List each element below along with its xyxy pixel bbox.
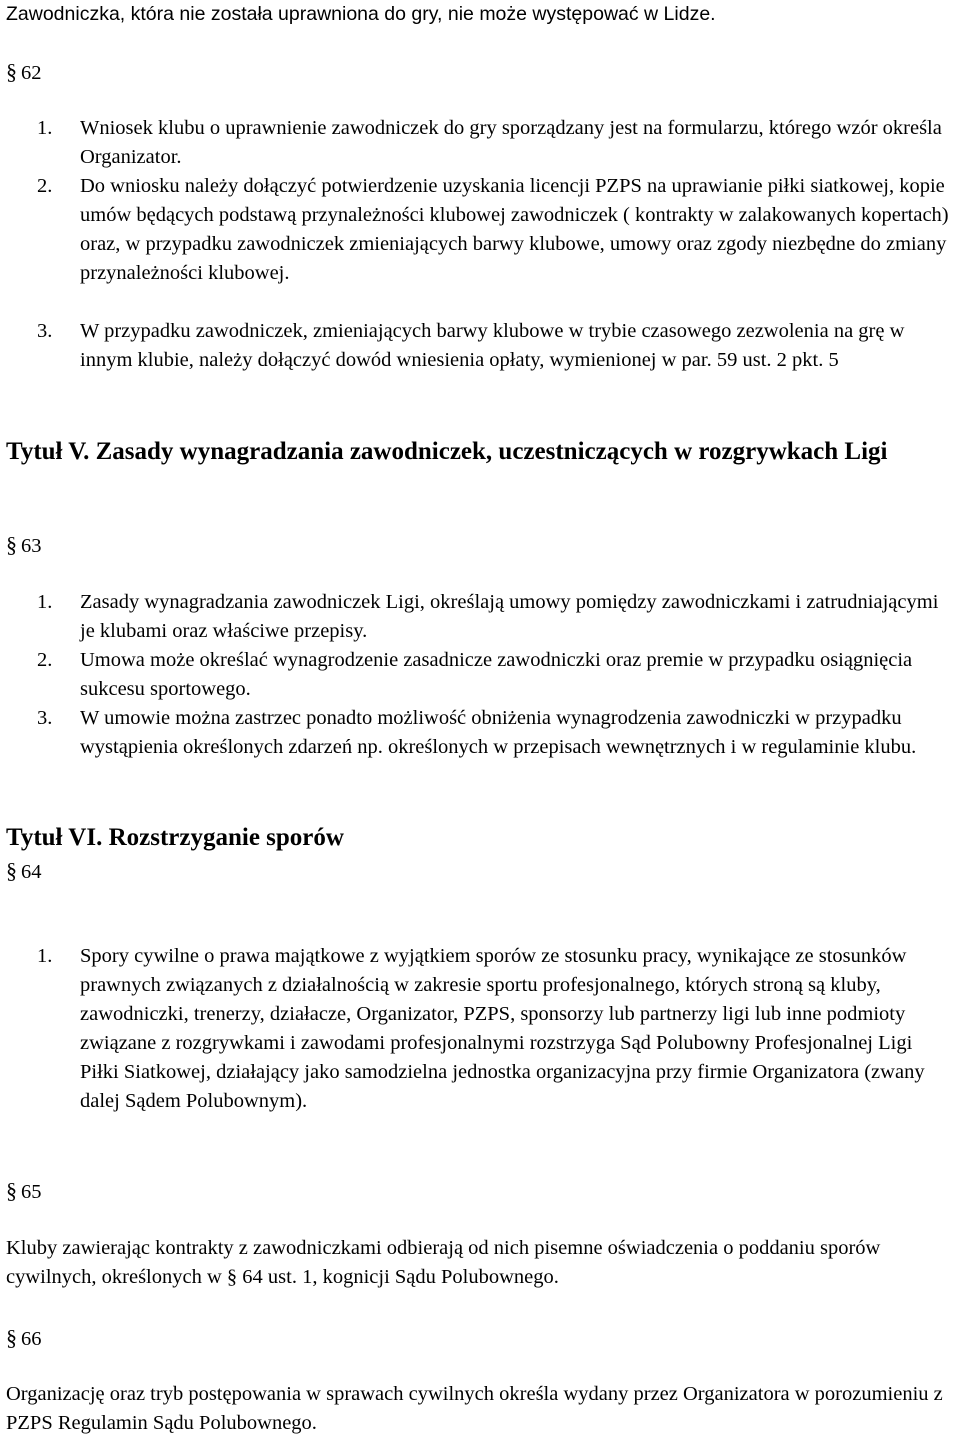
section-66-paragraph: Organizację oraz tryb postępowania w sprawach cywilnych określa wydany przez Organizatora w porozumieniu z PZPS Regulamin Sądu Polubownego.: [6, 1383, 943, 1434]
section-symbol: §: [6, 532, 17, 557]
title-prefix: Tytuł VI.: [6, 824, 103, 851]
list-marker: 1.: [37, 591, 53, 613]
paragraph-text: Kluby zawierając kontrakty z zawodniczkami odbierają od nich pisemne oświadczenia o poddaniu sporów cywilnych, określonych w: [6, 1237, 881, 1288]
section-symbol: §: [6, 59, 17, 84]
section-64-heading: [6, 856, 42, 887]
section-62-heading: [6, 57, 42, 88]
list-item: [6, 588, 956, 646]
section-number: 64: [21, 861, 42, 883]
section-64-list: [6, 942, 956, 1116]
list-item: [6, 704, 956, 762]
list-marker: 1.: [37, 117, 53, 139]
list-marker: 3.: [37, 320, 53, 342]
title-text: Zasady wynagradzania zawodniczek, uczestniczących w rozgrywkach Ligi: [95, 438, 888, 465]
list-item: [6, 317, 956, 375]
title-text: Rozstrzyganie sporów: [108, 824, 344, 851]
list-item-text: Umowa może określać wynagrodzenie zasadnicze zawodniczki oraz premie w przypadku osiągnięcia sukcesu sportowego.: [80, 649, 913, 700]
list-marker: 2.: [37, 175, 53, 197]
paragraph-text: 64 ust. 1, kognicji Sądu Polubownego.: [242, 1266, 559, 1288]
list-item-text: Zasady wynagradzania zawodniczek Ligi, określają umowy pomiędzy zawodniczkami i zatrudniającymi je klubami oraz właściwe przepisy.: [80, 591, 939, 642]
intro-paragraph: Zawodniczka, która nie została uprawniona do gry, nie może występować w Lidze.: [6, 3, 716, 25]
list-marker: 3.: [37, 707, 53, 729]
list-item: [6, 942, 956, 1116]
section-62-list: [6, 114, 956, 288]
section-symbol: §: [6, 1178, 17, 1203]
section-63-list: [6, 588, 956, 762]
section-66-heading: [6, 1323, 42, 1354]
section-65-heading: [6, 1176, 42, 1207]
list-item-text: Do wniosku należy dołączyć potwierdzenie uzyskania licencji PZPS na uprawianie piłki siatkowej, kopie umów będących podstawą przynależności klubowej zawodniczek ( kontrakty w zalakowanych kopertach) oraz, w przypadku zawodniczek zmieniających barwy klubowe, umowy oraz zgody niezbędne do zmiany przynależności klubowej.: [80, 175, 949, 284]
section-symbol: §: [6, 1325, 17, 1350]
section-number: 62: [21, 62, 42, 84]
list-item: [6, 646, 956, 704]
section-65-paragraph: [6, 1234, 956, 1292]
list-item-text: Wniosek klubu o uprawnienie zawodniczek do gry sporządzany jest na formularzu, którego wzór określa Organizator.: [80, 117, 942, 168]
list-marker: 2.: [37, 649, 53, 671]
section-62-list-cont: [6, 317, 956, 375]
title-6-heading: [6, 823, 958, 853]
section-63-heading: [6, 530, 42, 561]
list-item-text: W umowie można zastrzec ponadto możliwość obniżenia wynagrodzenia zawodniczki w przypadku wystąpienia określonych zdarzeń np. określonych w przepisach wewnętrznych i w regulaminie klubu.: [80, 707, 917, 758]
section-symbol: §: [6, 858, 17, 883]
list-item-text: W przypadku zawodniczek, zmieniających barwy klubowe w trybie czasowego zezwolenia na grę w innym klubie, należy dołączyć dowód wniesienia opłaty, wymienionej w par. 59 ust. 2 pkt. 5: [80, 320, 905, 371]
section-number: 65: [21, 1181, 42, 1203]
list-marker: 1.: [37, 945, 53, 967]
list-item: [6, 114, 956, 172]
title-prefix: Tytuł V.: [6, 438, 90, 465]
section-number: 66: [21, 1328, 42, 1350]
list-item-text: Spory cywilne o prawa majątkowe z wyjątkiem sporów ze stosunku pracy, wynikające ze stosunków prawnych związanych z działalnością w zakresie sportu profesjonalnego, których stroną są kluby, zawodniczki, trenerzy, działacze, Organizator, PZPS, sponsorzy lub partnerzy ligi lub inne podmioty związane z rozgrywkami i zawodami profesjonalnymi rozstrzyga Sąd Polubowny Profesjonalnej Ligi Piłki Siatkowej, działający jako samodzielna jednostka organizacyjna przy firmie Organizatora (zwany dalej Sądem Polubownym).: [80, 945, 925, 1112]
list-item: [6, 172, 956, 288]
section-symbol: §: [226, 1266, 238, 1288]
title-5-heading: [6, 437, 958, 467]
section-number: 63: [21, 535, 42, 557]
